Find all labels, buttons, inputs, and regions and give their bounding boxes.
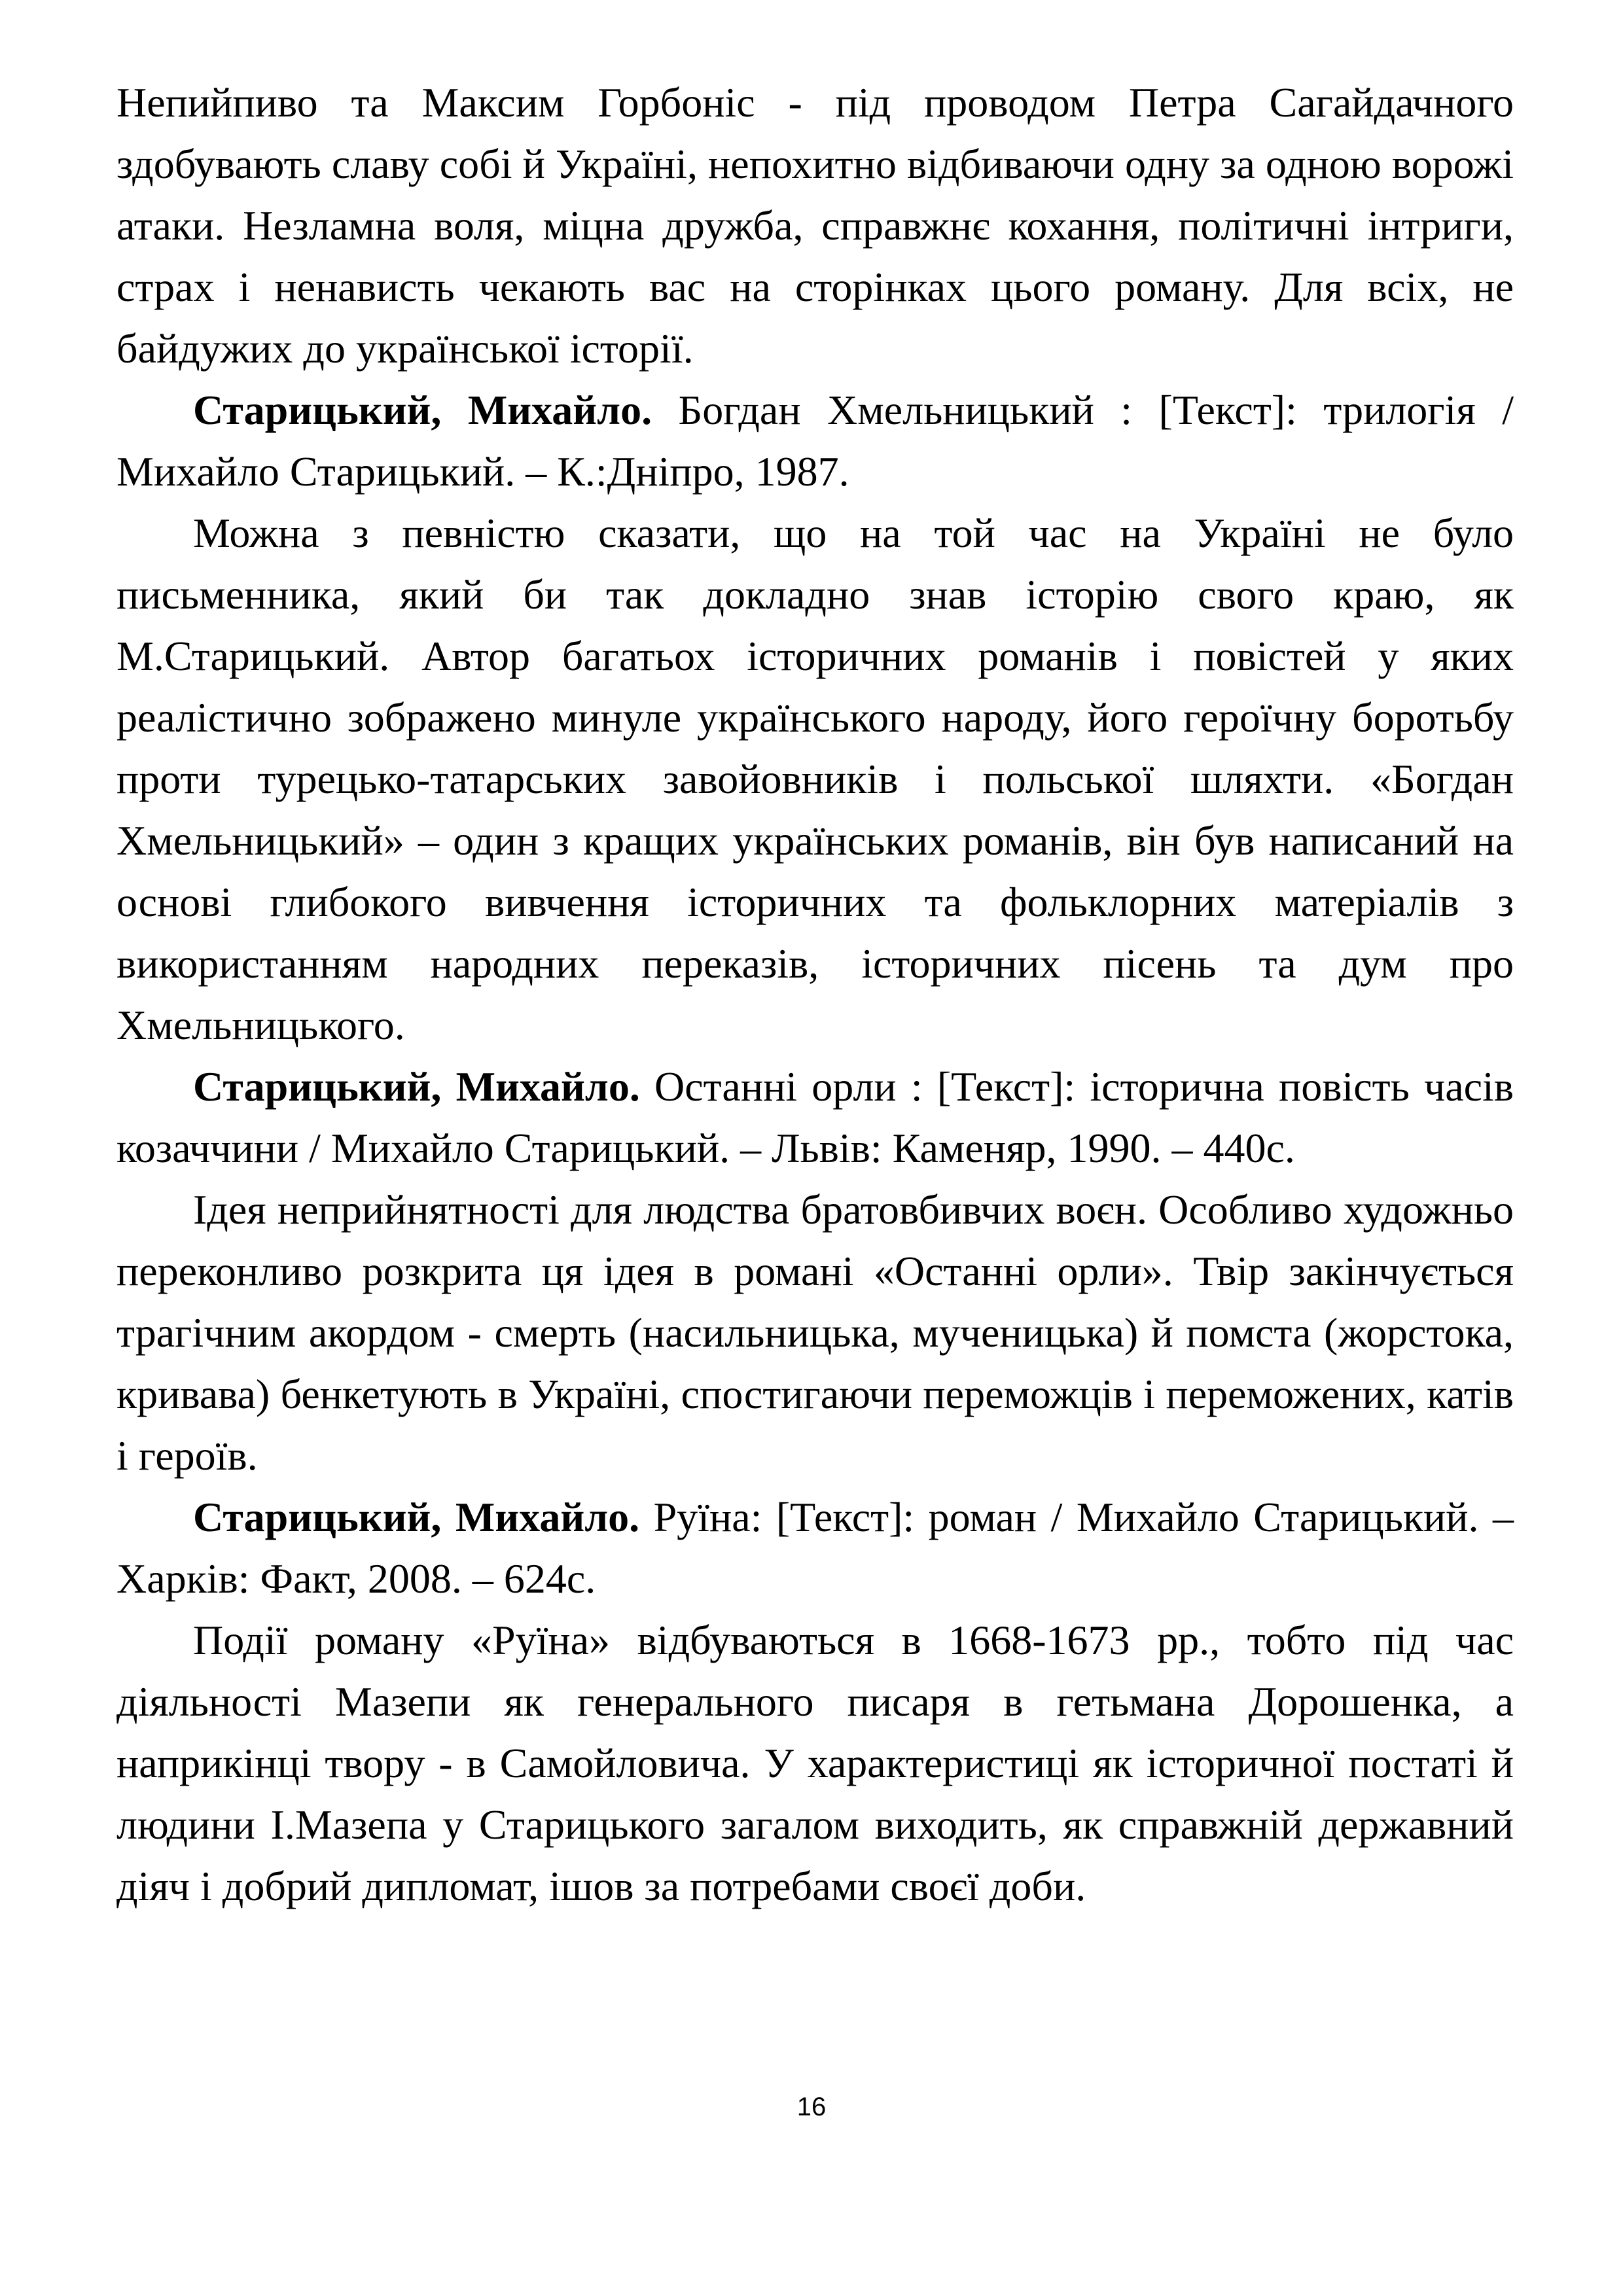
entry-text: Богдан Хмельницький : [Текст]: трилогія / Михайло Старицький. – К.:Дніпро, 1987. (116, 387, 1514, 495)
paragraph-text: Події роману «Руїна» відбуваються в 1668-1673 рр., тобто під час діяльності Мазепи як генерального писаря в гетьмана Дорошенка, а наприкінці твору - в Самойловича. У характеристиці як історичної постаті й людини І.Мазепа у Старицького загалом виходить, як справжній державний діяч і добрий дипломат, ішов за потребами своєї доби. (116, 1617, 1514, 1909)
entry-author: Старицький, Михайло. (193, 1063, 640, 1110)
annotation-paragraph (116, 503, 1514, 1056)
entry-author: Старицький, Михайло. (193, 387, 652, 433)
annotation-paragraph (116, 1610, 1514, 1917)
paragraph-text: Ідея неприйнятності для людства братовбивчих воєн. Особливо художньо переконливо розкрита ця ідея в романі «Останні орли». Твір закінчується трагічним акордом - смерть (насильницька, мученицька) й помста (жорстока, кривава) бенкетують в Україні, спостигаючи переможців і переможених, катів і героїв. (116, 1186, 1514, 1479)
bibliography-entry (116, 1487, 1514, 1610)
paragraph-text: Можна з певністю сказати, що на той час на Україні не було письменника, який би так докладно знав історію свого краю, як М.Старицький. Автор багатьох історичних романів і повістей у яких реалістично зображено минуле українського народу, його героїчну боротьбу проти турецько-татарських завойовників і польської шляхти. «Богдан Хмельницький» – один з кращих українських романів, він був написаний на основі глибокого вивчення історичних та фольклорних матеріалів з використанням народних переказів, історичних пісень та дум про Хмельницького. (116, 510, 1514, 1048)
annotation-paragraph (116, 1179, 1514, 1487)
paragraph-text: Непийпиво та Максим Горбоніс - під проводом Петра Сагайдачного здобувають славу собі й Україні, непохитно відбиваючи одну за одною ворожі атаки. Незламна воля, міцна дружба, справжнє кохання, політичні інтриги, страх і ненависть чекають вас на сторінках цього роману. Для всіх, не байдужих до української історії. (116, 79, 1514, 372)
bibliography-entry (116, 380, 1514, 503)
entry-author: Старицький, Михайло. (193, 1494, 640, 1540)
entry-text: Останні орли : [Текст]: історична повість часів козаччини / Михайло Старицький. – Львів: Каменяр, 1990. – 440с. (116, 1063, 1514, 1171)
bibliography-entry (116, 1056, 1514, 1179)
entry-text: Руїна: [Текст]: роман / Михайло Старицький. – Харків: Факт, 2008. – 624с. (116, 1494, 1514, 1602)
body-text (116, 72, 1514, 1917)
paragraph-continuation (116, 72, 1514, 380)
page-number: 16 (796, 2093, 827, 2121)
